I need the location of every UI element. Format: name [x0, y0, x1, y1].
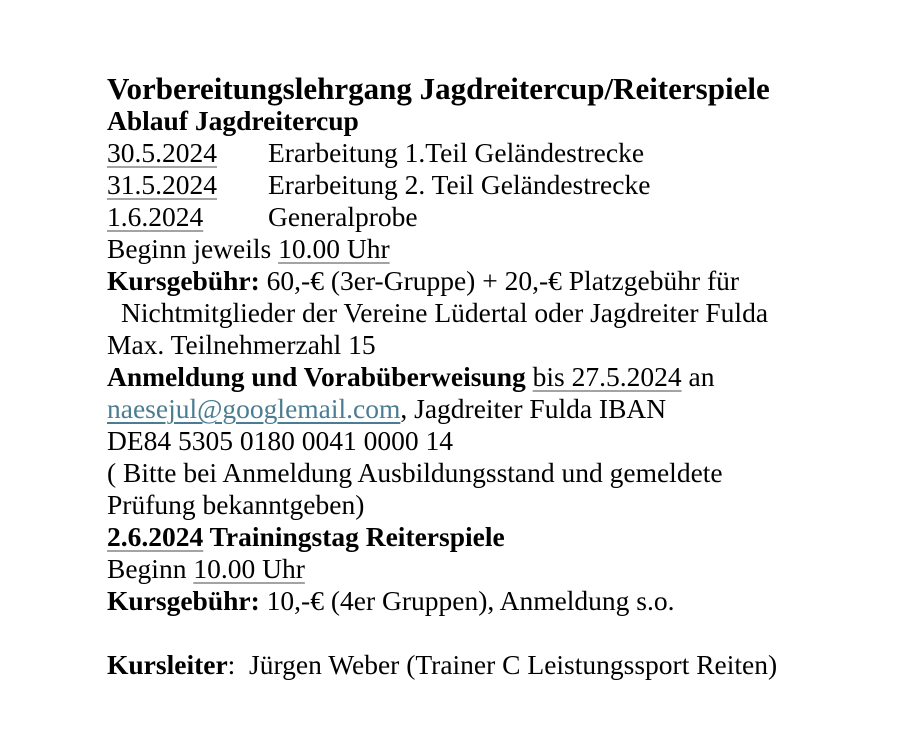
date-30-5-2024: 30.5.2024 [107, 137, 217, 168]
date-31-5-2024: 31.5.2024 [107, 169, 217, 200]
iban-line [107, 425, 890, 457]
email-line [107, 393, 890, 425]
registration-line [107, 361, 890, 393]
date-cell [107, 137, 268, 169]
email-address[interactable]: naesejul@googlemail.com [107, 393, 401, 424]
text-segment: Ablauf Jagdreitercup [107, 105, 359, 136]
text-segment [526, 361, 533, 392]
text-segment: Beginn jeweils [107, 233, 279, 264]
start-time: 10.00 Uhr [278, 233, 390, 264]
date-cell [107, 201, 268, 233]
text-segment: Nichtmitglieder der Vereine Lüdertal oder Jagdreiter Fulda [121, 297, 769, 328]
course-fee-label: Kursgebühr: [107, 585, 260, 616]
activity-label: Erarbeitung 1.Teil Geländestrecke [268, 137, 645, 168]
date-1-6-2024: 1.6.2024 [107, 201, 204, 232]
course-fee-line [107, 265, 890, 297]
schedule-row-2 [107, 169, 890, 201]
course-leader-value: : Jürgen Weber (Trainer C Leistungssport Reiten) [227, 649, 778, 680]
text-segment: , Jagdreiter Fulda IBAN [400, 393, 667, 424]
document-body [107, 105, 890, 681]
activity-label: Generalprobe [268, 201, 418, 232]
activity-label: Erarbeitung 2. Teil Geländestrecke [268, 169, 651, 200]
start-time-line-2 [107, 553, 890, 585]
text-segment: 60,-€ (3er-Gruppe) + 20,-€ Platzgebühr für [259, 265, 740, 296]
registration-label: Anmeldung und Vorabüberweisung [107, 361, 526, 392]
document-title: Vorbereitungslehrgang Jagdreitercup/Reiterspiele [107, 71, 770, 106]
blank-line [107, 617, 890, 649]
course-fee-continuation [107, 297, 890, 329]
text-segment: Max. Teilnehmerzahl 15 [107, 329, 376, 360]
course-fee-line-2 [107, 585, 890, 617]
iban-number: DE84 5305 0180 0041 0000 14 [107, 425, 454, 456]
text-segment: ( Bitte bei Anmeldung Ausbildungsstand und gemeldete [107, 457, 723, 488]
start-time-line [107, 233, 890, 265]
text-segment: 10,-€ (4er Gruppen), Anmeldung s.o. [259, 585, 675, 616]
note-line-2 [107, 489, 890, 521]
max-participants-line [107, 329, 890, 361]
training-day-heading [107, 521, 890, 553]
course-leader-line [107, 649, 890, 681]
section-heading-ablauf [107, 105, 890, 137]
text-segment: Trainingstag Reiterspiele [203, 521, 505, 552]
note-line-1 [107, 457, 890, 489]
registration-deadline: bis 27.5.2024 [532, 361, 682, 392]
schedule-row-3 [107, 201, 890, 233]
start-time: 10.00 Uhr [193, 553, 305, 584]
text-segment: Beginn [107, 553, 194, 584]
date-cell [107, 169, 268, 201]
text-segment: Prüfung bekanntgeben) [107, 489, 365, 520]
course-fee-label: Kursgebühr: [107, 265, 260, 296]
course-leader-label: Kursleiter [107, 649, 228, 680]
date-2-6-2024: 2.6.2024 [107, 521, 204, 552]
text-segment: an [681, 361, 715, 392]
schedule-row-1 [107, 137, 890, 169]
